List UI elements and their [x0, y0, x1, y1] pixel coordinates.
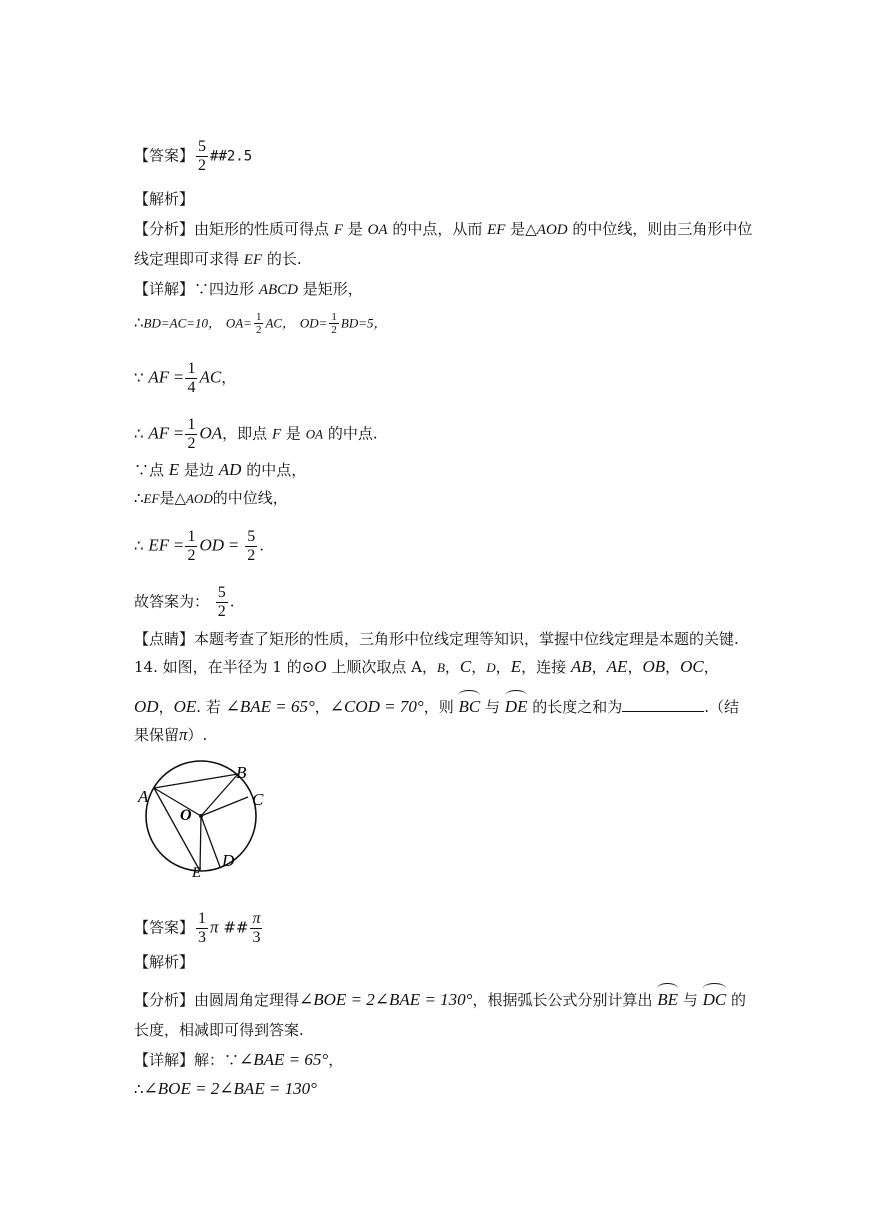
fenxi2-line-2: 长度，相减即可得到答案. — [134, 1021, 304, 1039]
answer-blank — [622, 697, 704, 712]
detail-line-3: ∵ AF = $\frac{1}{4}$ AC， — [134, 360, 237, 396]
segment-ae — [154, 788, 200, 871]
answer2-line: 【答案】 $\frac{1}{3}$ π ## $\frac{\pi}{3}$ — [134, 910, 261, 946]
q14-line-1: 14. 如图，在半径为 1 的⊙O 上顺次取点 A，B，C，D，E，连接 AB，AE，OB，OC， — [134, 657, 719, 676]
detail-line-1: 【详解】∵四边形 ABCD 是矩形， — [134, 280, 363, 298]
detail-line-6: ∴EF是△AOD的中位线， — [134, 489, 288, 507]
fenxi-line-2: 线定理即可求得 EF 的长. — [134, 250, 302, 268]
segment-oe — [200, 816, 201, 871]
final-answer-line: 故答案为： $\frac{5}{2}$ . — [134, 584, 235, 620]
detail2-line-2: ∴∠BOE = 2∠BAE = 130° — [134, 1079, 317, 1098]
detail2-line-1: 【详解】解：∵∠BAE = 65°， — [134, 1050, 344, 1069]
detail-line-7: ∴ EF = $\frac{1}{2}$ OD = $\frac{5}{2}$ . — [134, 528, 264, 564]
fenxi2-line-1: 【分析】由圆周角定理得∠BOE = 2∠BAE = 130°，根据弧长公式分别计算出 BE 与 DC 的 — [134, 985, 746, 1011]
analysis2-tag: 【解析】 — [134, 953, 195, 971]
q14-line-2: OD，OE. 若 ∠BAE = 65°，∠COD = 70°，则 BC 与 DE 的长度之和为 .（结 — [134, 692, 739, 718]
segment-od — [201, 816, 220, 867]
comment-line: 【点睛】本题考查了矩形的性质，三角形中位线定理等知识，掌握中位线定理是本题的关键. — [134, 630, 739, 648]
center-dot — [199, 814, 203, 818]
label-e: E — [192, 865, 202, 880]
segment-ab — [154, 774, 238, 788]
q14-line-3: 果保留π）. — [134, 725, 208, 744]
detail-line-4: ∴ AF = $\frac{1}{2}$ OA，即点 F 是 OA 的中点. — [134, 416, 378, 452]
analysis-tag: 【解析】 — [134, 190, 195, 208]
answer-tag: 【答案】 — [134, 146, 195, 165]
label-d: D — [222, 851, 235, 870]
segment-oc — [201, 797, 248, 816]
answer-fraction: $\frac{5}{2}$ — [198, 138, 207, 174]
fenxi-line-1: 【分析】由矩形的性质可得点 F 是 OA 的中点，从而 EF 是△AOD 的中位线，则由三角形中位 — [134, 220, 753, 238]
detail-line-5: ∵点 E 是边 AD 的中点， — [134, 460, 307, 479]
segment-ob — [201, 774, 238, 816]
answer-line-1 — [134, 138, 252, 175]
detail-line-2: ∴BD=AC=10， OA= $\frac{1}{2}$ AC， OD= $\frac{1}{2}$ BD=5， — [134, 311, 387, 336]
label-b: B — [236, 763, 247, 782]
circle-figure — [134, 760, 294, 880]
answer-alt: ##2.5 — [210, 148, 253, 165]
label-a: A — [138, 787, 149, 806]
label-o: O — [180, 807, 192, 824]
label-c: C — [252, 790, 264, 809]
